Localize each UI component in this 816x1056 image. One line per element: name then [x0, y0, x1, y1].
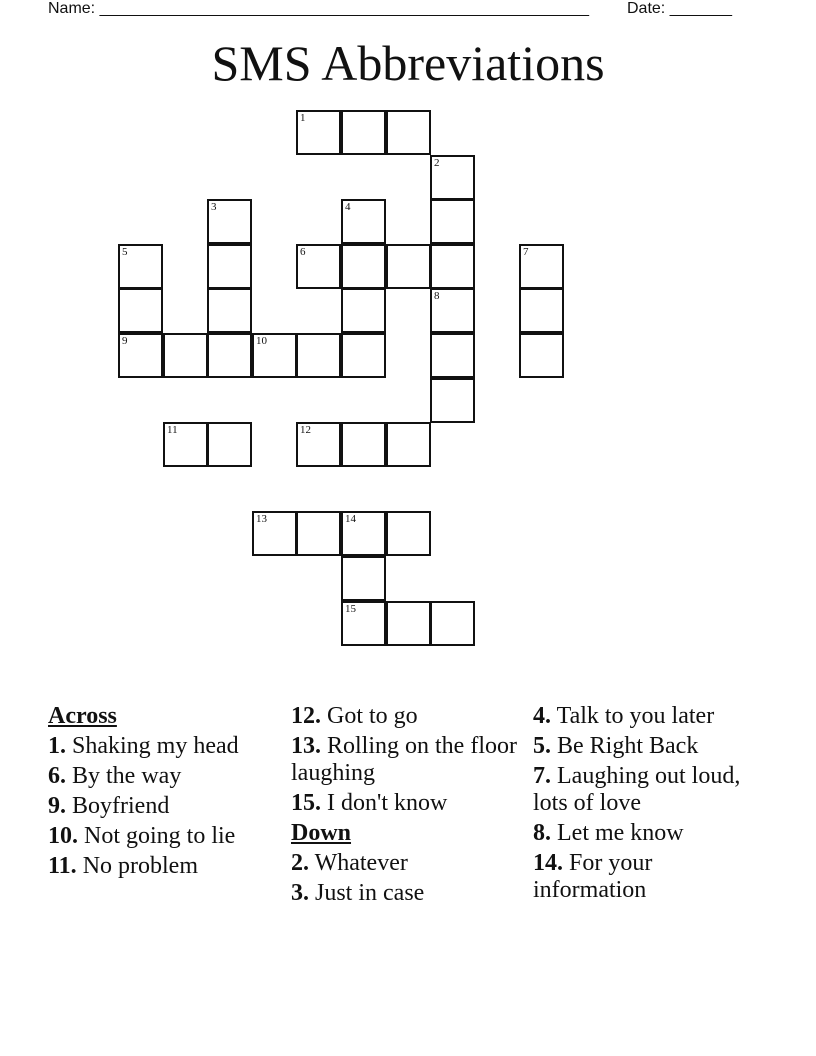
- clue-down-2: 2. Whatever: [291, 850, 408, 876]
- clue-number: 10: [256, 335, 267, 347]
- clue-across-6: 6. By the way: [48, 763, 182, 789]
- crossword-cell[interactable]: [430, 333, 475, 378]
- clues-column-3: [533, 703, 763, 907]
- clue-number: 1: [300, 112, 306, 124]
- clue-down-14: 14. For your information: [533, 850, 653, 903]
- clue-down-7: 7. Laughing out loud, lots of love: [533, 763, 741, 816]
- crossword-cell[interactable]: [386, 110, 431, 155]
- crossword-cell[interactable]: [386, 422, 431, 467]
- down-heading: Down: [291, 820, 352, 846]
- name-line[interactable]: Name: _______________________________________________________: [48, 0, 589, 17]
- crossword-cell[interactable]: [207, 422, 252, 467]
- crossword-cell[interactable]: [296, 244, 341, 289]
- clue-number: 7: [523, 246, 529, 258]
- crossword-cell[interactable]: [296, 511, 341, 556]
- clue-down-3: 3. Just in case: [291, 880, 425, 906]
- clue-down-8: 8. Let me know: [533, 820, 684, 846]
- crossword-cell[interactable]: [430, 199, 475, 244]
- crossword-cell[interactable]: [519, 244, 564, 289]
- crossword-cell[interactable]: [341, 601, 386, 646]
- clue-across-13: 13. Rolling on the floor laughing: [291, 733, 517, 786]
- clue-across-9: 9. Boyfriend: [48, 793, 170, 819]
- crossword-cell[interactable]: [430, 378, 475, 423]
- crossword-cell[interactable]: [118, 288, 163, 333]
- crossword-cell[interactable]: [341, 511, 386, 556]
- crossword-cell[interactable]: [519, 288, 564, 333]
- crossword-cell[interactable]: [341, 110, 386, 155]
- crossword-cell[interactable]: [430, 155, 475, 200]
- crossword-cell[interactable]: [341, 199, 386, 244]
- crossword-cell[interactable]: [430, 601, 475, 646]
- crossword-cell[interactable]: [207, 244, 252, 289]
- clue-across-15: 15. I don't know: [291, 790, 448, 816]
- crossword-cell[interactable]: [163, 422, 208, 467]
- crossword-cell[interactable]: [296, 110, 341, 155]
- crossword-cell[interactable]: [386, 511, 431, 556]
- date-line[interactable]: Date: _______: [627, 0, 732, 17]
- crossword-cell[interactable]: [341, 288, 386, 333]
- crossword-cell[interactable]: [341, 244, 386, 289]
- worksheet-header: [48, 0, 748, 20]
- clue-down-4: 4. Talk to you later: [533, 703, 715, 729]
- crossword-cell[interactable]: [341, 556, 386, 601]
- clue-number: 14: [345, 513, 356, 525]
- clue-number: 5: [122, 246, 128, 258]
- crossword-cell[interactable]: [519, 333, 564, 378]
- clue-number: 6: [300, 246, 306, 258]
- clue-number: 2: [434, 157, 440, 169]
- across-heading: Across: [48, 703, 117, 729]
- crossword-cell[interactable]: [207, 199, 252, 244]
- clue-number: 11: [167, 424, 178, 436]
- crossword-cell[interactable]: [296, 422, 341, 467]
- clue-across-1: 1. Shaking my head: [48, 733, 239, 759]
- crossword-cell[interactable]: [118, 333, 163, 378]
- crossword-cell[interactable]: [252, 511, 297, 556]
- crossword-cell[interactable]: [118, 244, 163, 289]
- crossword-cell[interactable]: [296, 333, 341, 378]
- crossword-cell[interactable]: [163, 333, 208, 378]
- crossword-cell[interactable]: [207, 288, 252, 333]
- clue-number: 4: [345, 201, 351, 213]
- clue-across-10: 10. Not going to lie: [48, 823, 236, 849]
- clue-across-12: 12. Got to go: [291, 703, 418, 729]
- clue-number: 8: [434, 290, 440, 302]
- crossword-cell[interactable]: [341, 422, 386, 467]
- clue-number: 15: [345, 603, 356, 615]
- clues-column-2: [291, 703, 521, 910]
- crossword-cell[interactable]: [207, 333, 252, 378]
- clue-number: 9: [122, 335, 128, 347]
- crossword-cell[interactable]: [386, 601, 431, 646]
- crossword-cell[interactable]: [386, 244, 431, 289]
- clues-column-1: [48, 703, 278, 883]
- page-title: SMS Abbreviations: [211, 35, 605, 91]
- clue-across-11: 11. No problem: [48, 853, 198, 879]
- crossword-cell[interactable]: [430, 244, 475, 289]
- clue-down-5: 5. Be Right Back: [533, 733, 699, 759]
- clue-number: 12: [300, 424, 311, 436]
- crossword-cell[interactable]: [430, 288, 475, 333]
- clue-number: 3: [211, 201, 217, 213]
- crossword-cell[interactable]: [341, 333, 386, 378]
- crossword-cell[interactable]: [252, 333, 297, 378]
- clue-number: 13: [256, 513, 267, 525]
